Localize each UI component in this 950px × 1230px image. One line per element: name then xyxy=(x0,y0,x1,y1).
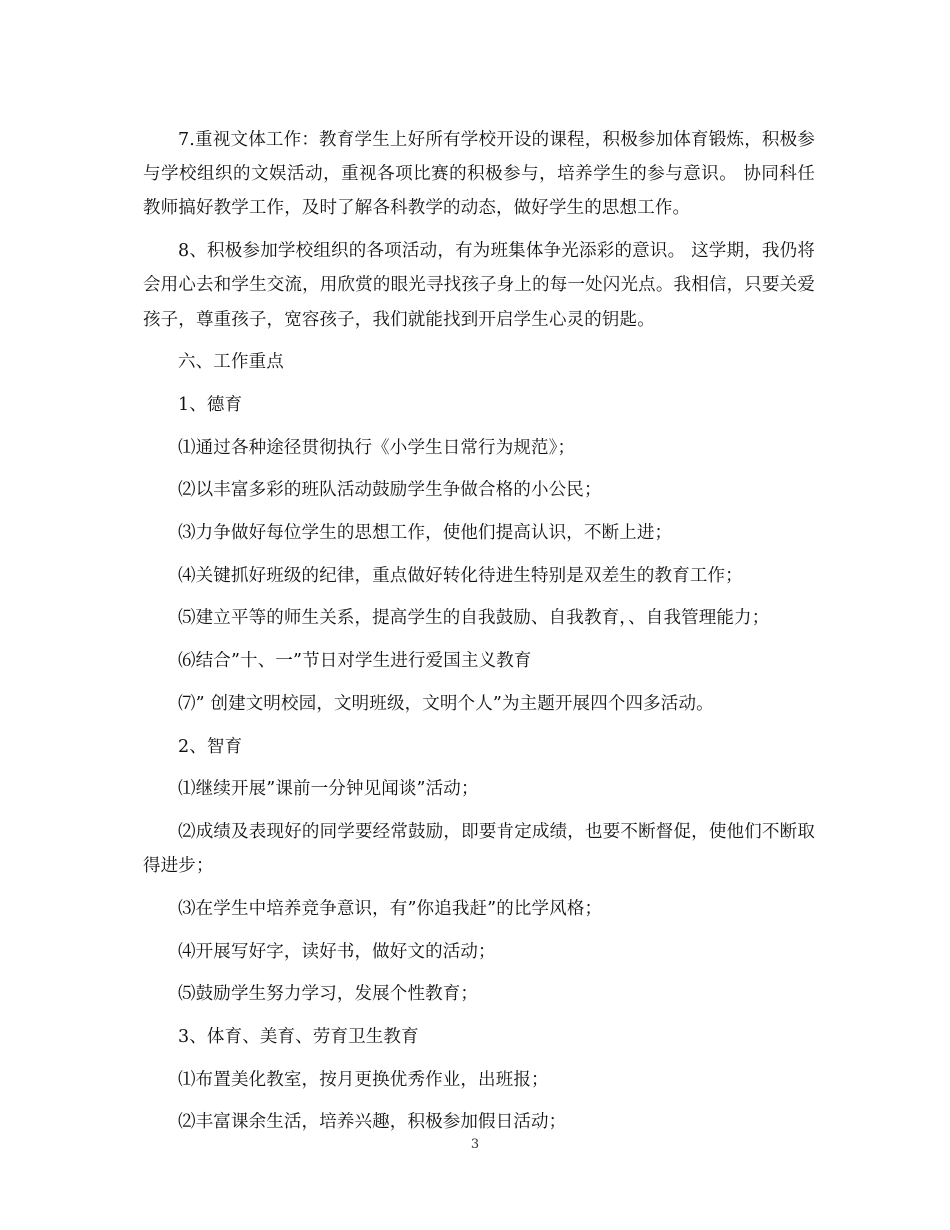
list-item: ⑹结合”十、一”节日对学生进行爱国主义教育 xyxy=(178,651,532,672)
list-item: ⑵以丰富多彩的班队活动鼓励学生争做合格的小公民； xyxy=(178,480,602,501)
subheading-physical-aesthetic-labor: 3、体育、美育、劳育卫生教育 xyxy=(178,1026,419,1047)
list-item: ⑶力争做好每位学生的思想工作，使他们提高认识，不断上进； xyxy=(178,523,673,544)
list-item: ⑸建立平等的师生关系，提高学生的自我鼓励、自我教育，、自我管理能力； xyxy=(178,608,770,629)
document-body xyxy=(143,123,815,1148)
section-heading-work-focus: 六、工作重点 xyxy=(178,352,284,373)
page-number: 3 xyxy=(470,1137,480,1152)
list-item: ⑶在学生中培养竞争意识，有”你追我赶”的比学风格； xyxy=(178,898,603,919)
list-item: ⑺” 创建文明校园，文明班级，文明个人”为主题开展四个四多活动。 xyxy=(178,693,714,714)
paragraph-item-8-activities: 8、积极参加学校组织的各项活动，有为班集体争光添彩的意识。 这学期，我仍将会用心去和学生交流，用欣赏的眼光寻找孩子身上的每一处闪光点。我相信，只要关爱孩子，尊重孩子，宽容孩子，我们就能找到开启学生心灵的钥匙。 xyxy=(143,241,815,330)
list-item: ⑵丰富课余生活，培养兴趣，积极参加假日活动； xyxy=(178,1112,567,1133)
list-item: ⑵成绩及表现好的同学要经常鼓励，即要肯定成绩，也要不断督促，使他们不断取得进步； xyxy=(143,821,815,877)
subheading-moral-education: 1、德育 xyxy=(178,394,243,415)
list-item: ⑴通过各种途径贯彻执行《小学生日常行为规范》； xyxy=(178,437,576,458)
list-item: ⑷关键抓好班级的纪律，重点做好转化待进生特别是双差生的教育工作； xyxy=(178,565,743,586)
list-item: ⑴布置美化教室，按月更换优秀作业，出班报； xyxy=(178,1069,549,1090)
list-item: ⑷开展写好字，读好书，做好文的活动； xyxy=(178,941,496,962)
paragraph-item-7-sports-arts: 7.重视文体工作：教育学生上好所有学校开设的课程，积极参加体育锻炼，积极参与学校组织的文娱活动，重视各项比赛的积极参与，培养学生的参与意识。 协同科任教师搞好教学工作，及时了解各科教学的动态，做好学生的思想工作。 xyxy=(143,130,815,219)
list-item: ⑸鼓励学生努力学习，发展个性教育； xyxy=(178,984,479,1005)
list-item: ⑴继续开展”课前一分钟见闻谈”活动； xyxy=(178,779,479,800)
subheading-intellectual-education: 2、智育 xyxy=(178,736,243,757)
